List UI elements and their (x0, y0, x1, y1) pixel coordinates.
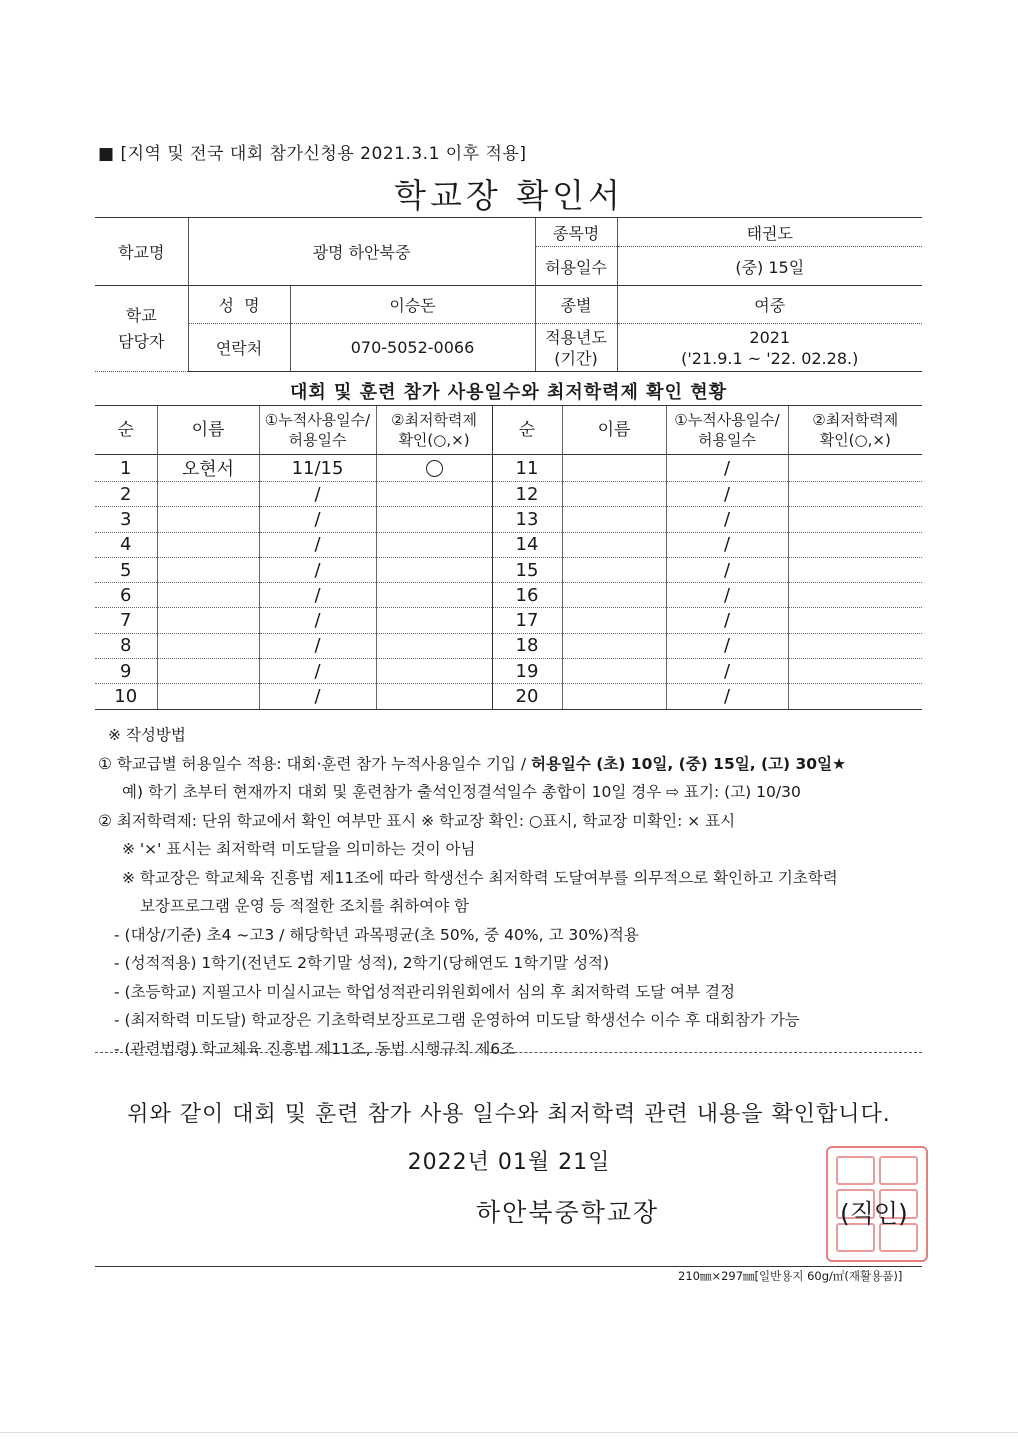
guide-line: - (대상/기준) 초4 ~고3 / 해당학년 과목평균(초 50%, 중 40%, 고 30%)적용 (114, 925, 639, 944)
manager-label: 학교 담당자 (95, 286, 188, 372)
row-no: 17 (492, 608, 562, 633)
row-name: 오현서 (157, 455, 259, 482)
row-days: / (666, 633, 788, 658)
table-row (95, 583, 922, 608)
row-min-check (376, 608, 492, 633)
usage-table (95, 405, 922, 710)
guide-line: 예) 학기 초부터 현재까지 대회 및 훈련참가 출석인정결석일수 총합이 10일 경우 ⇨ 표기: (고) 10/30 (122, 783, 801, 801)
table-row (95, 482, 922, 507)
school-value: 광명 하안북중 (188, 218, 535, 286)
paper-spec: 210㎜×297㎜[일반용지 60g/㎡(재활용품)] (678, 1269, 903, 1283)
info-table (95, 217, 922, 372)
row-name (157, 482, 259, 507)
issue-date: 2022년 01월 21일 (407, 1150, 611, 1175)
row-days: / (259, 633, 376, 658)
row-no: 11 (492, 455, 562, 482)
row-min-check (376, 684, 492, 709)
row-min-check (788, 482, 922, 507)
allow-label: 허용일수 (535, 247, 617, 286)
type-value: 여중 (617, 286, 922, 324)
row-name (562, 507, 666, 532)
year-label: 적용년도 (기간) (535, 324, 617, 372)
circle-mark (426, 460, 443, 477)
table-row (95, 633, 922, 658)
row-no: 13 (492, 507, 562, 532)
row-no: 16 (492, 583, 562, 608)
row-days: / (666, 532, 788, 557)
header-days: ①누적사용일수/ 허용일수 (259, 406, 376, 455)
table-row (95, 608, 922, 633)
row-days: / (259, 507, 376, 532)
guide-line: - (최저학력 미도달) 학교장은 기초학력보장프로그램 운영하여 미도달 학생선수 이수 후 대회참가 가능 (114, 1011, 800, 1029)
row-no: 15 (492, 557, 562, 582)
row-no: 19 (492, 659, 562, 684)
header-min: ②최저학력제 확인(○,×) (376, 406, 492, 455)
row-no: 20 (492, 684, 562, 709)
row-min-check (376, 507, 492, 532)
row-name (562, 482, 666, 507)
allow-value: (중) 15일 (617, 247, 922, 286)
guide-line: - (초등학교) 지필고사 미실시교는 학업성적관리위원회에서 심의 후 최저학력 도달 여부 결정 (114, 982, 735, 1001)
table-row (95, 684, 922, 709)
table-row (95, 532, 922, 557)
type-label: 종별 (535, 286, 617, 324)
row-no: 6 (95, 583, 157, 608)
row-min-check (788, 455, 922, 482)
row-name (157, 659, 259, 684)
guide-line: - (성적적용) 1학기(전년도 2학기말 성적), 2학기(당해연도 1학기말 성적) (114, 954, 610, 972)
guide-line: - (관련법령) 학교체육 진흥법 제11조, 동법 시행규칙 제6조 (114, 1039, 516, 1058)
row-min-check (788, 659, 922, 684)
header-no: 순 (95, 406, 157, 455)
row-days: / (666, 482, 788, 507)
school-label: 학교명 (95, 218, 188, 286)
row-name (157, 532, 259, 557)
row-no: 1 (95, 455, 157, 482)
table-row (95, 507, 922, 532)
signer-name: 하안북중학교장 (476, 1198, 660, 1227)
guide-line: ※ 학교장은 학교체육 진흥법 제11조에 따라 학생선수 최저학력 도달여부를 의무적으로 확인하고 기초학력 (122, 868, 838, 887)
row-name (157, 684, 259, 709)
row-min-check (788, 557, 922, 582)
row-min-check (376, 583, 492, 608)
guide-line: 보장프로그램 운영 등 적절한 조치를 취하여야 함 (140, 897, 470, 915)
row-no: 2 (95, 482, 157, 507)
header-name: 이름 (157, 406, 259, 455)
row-name (157, 557, 259, 582)
row-min-check (376, 482, 492, 507)
row-name (562, 633, 666, 658)
row-no: 18 (492, 633, 562, 658)
footer-divider (95, 1266, 922, 1267)
row-min-check (376, 455, 492, 482)
row-days: / (259, 532, 376, 557)
guide-line: ① 학교급별 허용일수 적용: 대회·훈련 참가 누적사용일수 기입 / 허용일수 (초) 10일, (중) 15일, (고) 30일★ (98, 754, 846, 773)
header-name: 이름 (562, 406, 666, 455)
row-days: / (259, 557, 376, 582)
row-min-check (376, 557, 492, 582)
row-no: 14 (492, 532, 562, 557)
row-name (157, 583, 259, 608)
row-min-check (788, 507, 922, 532)
header-note: ■ [지역 및 전국 대회 참가신청용 2021.3.1 이후 적용] (98, 144, 527, 164)
row-no: 4 (95, 532, 157, 557)
table-row (95, 455, 922, 482)
row-days: / (259, 482, 376, 507)
row-name (562, 532, 666, 557)
header-no: 순 (492, 406, 562, 455)
row-days: / (666, 608, 788, 633)
contact-value: 070-5052-0066 (290, 324, 535, 372)
row-name (562, 659, 666, 684)
row-name (562, 684, 666, 709)
divider (95, 1052, 922, 1053)
contact-label: 연락처 (188, 324, 290, 372)
row-no: 7 (95, 608, 157, 633)
row-no: 10 (95, 684, 157, 709)
row-days: / (259, 684, 376, 709)
row-name (562, 583, 666, 608)
seal-mark: (직인) (840, 1199, 908, 1228)
year-value: 2021 ('21.9.1 ~ '22. 02.28.) (617, 324, 922, 372)
header-min: ②최저학력제 확인(○,×) (788, 406, 922, 455)
row-min-check (376, 659, 492, 684)
row-no: 3 (95, 507, 157, 532)
page-edge (0, 1432, 1018, 1433)
event-label: 종목명 (535, 218, 617, 247)
table-row (95, 659, 922, 684)
name-value: 이승돈 (290, 286, 535, 324)
guide-heading: ※ 작성방법 (108, 726, 186, 744)
row-no: 9 (95, 659, 157, 684)
row-days: / (666, 659, 788, 684)
row-min-check (788, 633, 922, 658)
row-name (562, 557, 666, 582)
row-days: / (259, 608, 376, 633)
row-days: / (666, 557, 788, 582)
row-name (157, 507, 259, 532)
row-name (562, 455, 666, 482)
row-days: / (666, 583, 788, 608)
row-min-check (788, 684, 922, 709)
section-title: 대회 및 훈련 참가 사용일수와 최저학력제 확인 현황 (289, 382, 727, 403)
row-min-check (788, 532, 922, 557)
row-no: 12 (492, 482, 562, 507)
name-label: 성 명 (188, 286, 290, 324)
row-min-check (788, 608, 922, 633)
header-days: ①누적사용일수/ 허용일수 (666, 406, 788, 455)
row-no: 5 (95, 557, 157, 582)
row-no: 8 (95, 633, 157, 658)
row-days: / (666, 684, 788, 709)
writing-guide (98, 721, 928, 1063)
row-days: / (259, 583, 376, 608)
row-name (562, 608, 666, 633)
row-days: / (666, 455, 788, 482)
row-name (157, 633, 259, 658)
row-min-check (376, 532, 492, 557)
row-min-check (376, 633, 492, 658)
row-min-check (788, 583, 922, 608)
row-days: / (666, 507, 788, 532)
guide-line: ② 최저학력제: 단위 학교에서 확인 여부만 표시 ※ 학교장 확인: ○표시, 학교장 미확인: × 표시 (98, 811, 736, 830)
table-row (95, 557, 922, 582)
document-title: 학교장 확인서 (394, 176, 624, 215)
event-value: 태권도 (617, 218, 922, 247)
row-name (157, 608, 259, 633)
row-days: / (259, 659, 376, 684)
row-days: 11/15 (259, 455, 376, 482)
confirm-text: 위와 같이 대회 및 훈련 참가 사용 일수와 최저학력 관련 내용을 확인합니다. (127, 1102, 891, 1127)
guide-line: ※ '×' 표시는 최저학력 미도달을 의미하는 것이 아님 (122, 840, 476, 858)
